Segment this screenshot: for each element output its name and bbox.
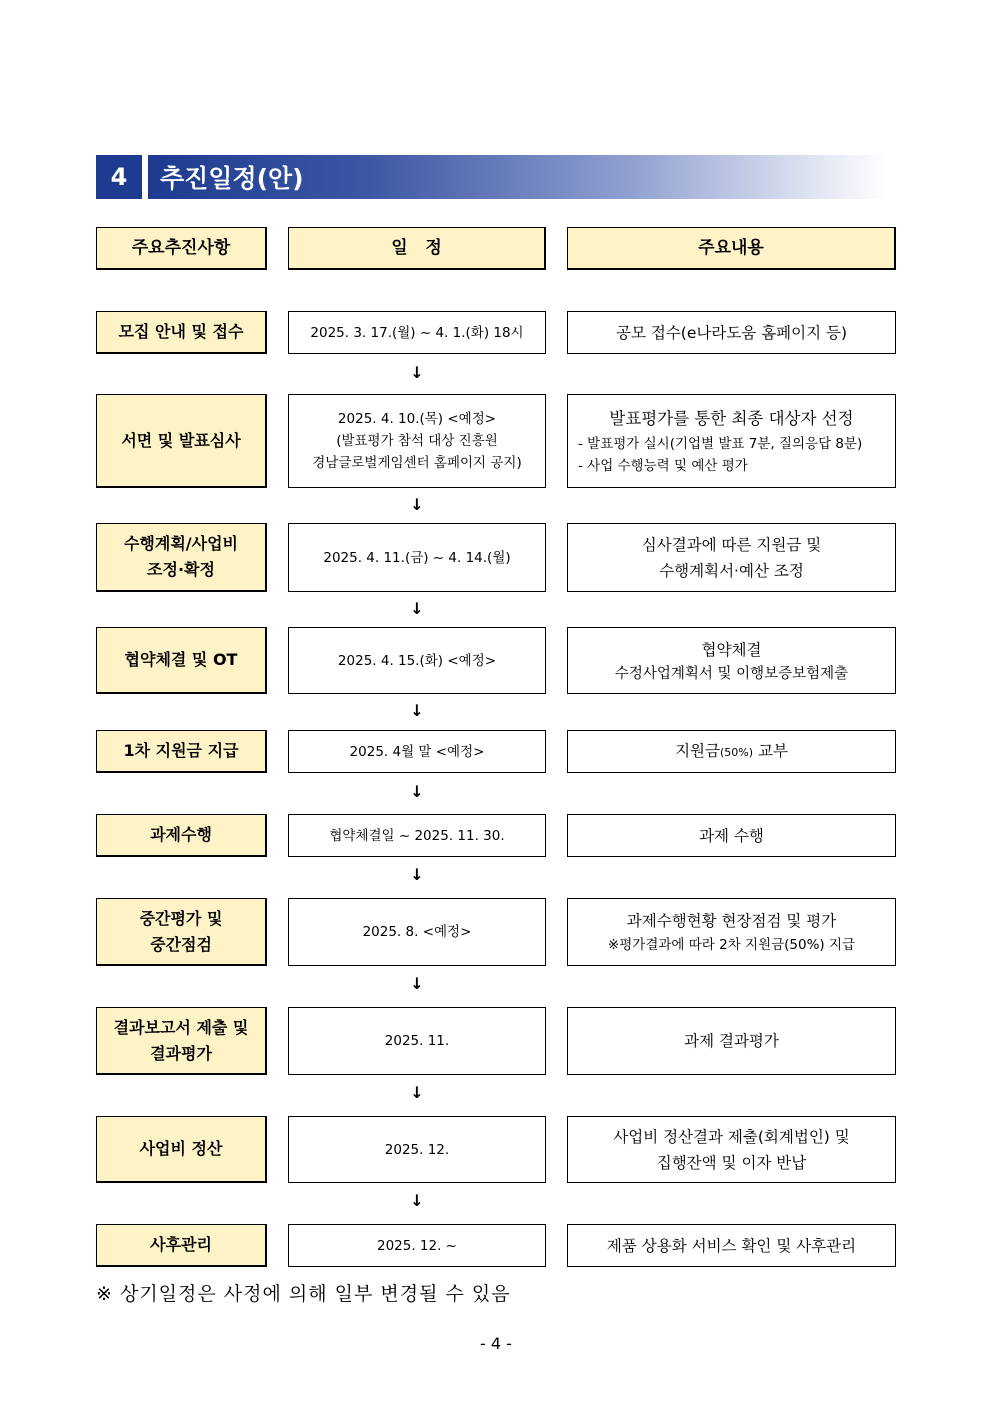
content-cell [567, 311, 896, 354]
down-arrow-icon: ↓ [410, 1190, 424, 1210]
content-percent: (50%) [720, 745, 754, 759]
content-cell [567, 394, 896, 488]
header-schedule: 일 정 [288, 227, 546, 270]
schedule-cell [288, 1007, 546, 1075]
content-cell [567, 523, 896, 592]
schedule-line: 2025. 12. ~ [376, 1237, 457, 1254]
schedule-line: 2025. 4. 10.(목) <예정> [337, 411, 497, 427]
content-bullet: - 사업 수행능력 및 예산 평가 [578, 458, 748, 474]
content-line: ※평가결과에 따라 2차 지원금(50%) 지급 [607, 937, 856, 953]
page-number: - 4 - [480, 1334, 512, 1353]
schedule-line: 2025. 4. 11.(금) ~ 4. 14.(월) [323, 549, 511, 566]
section-heading [96, 155, 886, 199]
task-cell [96, 814, 267, 857]
content-line: 수정사업계획서 및 이행보증보험제출 [614, 665, 849, 682]
schedule-line: 2025. 4. 15.(화) <예정> [337, 652, 497, 669]
content-line: 사업비 정산결과 제출(회계법인) 및 [613, 1127, 850, 1146]
schedule-line: 2025. 11. [384, 1033, 450, 1049]
content-line: 공모 접수(e나라도움 홈페이지 등) [615, 323, 848, 342]
task-line: 협약체결 및 OT [124, 650, 238, 669]
task-cell [96, 1224, 267, 1267]
content-cell [567, 814, 896, 857]
header-main-tasks: 주요추진사항 [96, 227, 267, 270]
down-arrow-icon: ↓ [410, 700, 424, 720]
schedule-cell [288, 814, 546, 857]
schedule-cell [288, 311, 546, 354]
schedule-cell [288, 730, 546, 773]
schedule-line: 2025. 12. [384, 1141, 450, 1158]
task-line: 중간평가 및 [139, 908, 223, 928]
schedule-cell [288, 1116, 546, 1183]
task-cell [96, 311, 267, 354]
down-arrow-icon: ↓ [410, 781, 424, 801]
content-line: 과제수행현황 현장점검 및 평가 [626, 912, 837, 930]
content-line: 집행잔액 및 이자 반납 [656, 1153, 807, 1172]
down-arrow-icon: ↓ [410, 864, 424, 884]
content-line: 협약체결 [701, 640, 762, 659]
content-line: 과제 결과평가 [684, 1032, 779, 1050]
schedule-line: 경남글로벌게임센터 홈페이지 공지) [312, 455, 522, 471]
content-line: 발표평가를 통한 최종 대상자 선정 [609, 409, 854, 428]
content-cell [567, 1116, 896, 1183]
content-cell [567, 1224, 896, 1267]
task-line: 과제수행 [150, 825, 212, 844]
schedule-cell [288, 627, 546, 694]
down-arrow-icon: ↓ [410, 973, 424, 993]
schedule-note: ※ 상기일정은 사정에 의해 일부 변경될 수 있음 [96, 1283, 511, 1305]
task-line: 1차 지원금 지급 [123, 741, 239, 760]
task-cell [96, 730, 267, 773]
content-line: 과제 수행 [699, 826, 764, 845]
content-line: 제품 상용화 서비스 확인 및 사후관리 [606, 1236, 857, 1255]
task-line: 결과평가 [150, 1043, 212, 1063]
schedule-line: 2025. 4월 말 <예정> [349, 743, 485, 760]
task-line: 서면 및 발표심사 [121, 430, 241, 450]
task-line: 모집 안내 및 접수 [118, 322, 244, 341]
task-cell [96, 394, 267, 488]
section-number: 4 [96, 155, 142, 199]
task-cell [96, 1007, 267, 1075]
schedule-cell [288, 898, 546, 966]
content-bullet: - 발표평가 실시(기업별 발표 7분, 질의응답 8분) [578, 436, 863, 452]
schedule-cell [288, 1224, 546, 1267]
header-main-content: 주요내용 [567, 227, 896, 270]
task-cell [96, 898, 267, 966]
content-text: 교부 [753, 741, 788, 760]
content-cell [567, 730, 896, 773]
content-cell [567, 1007, 896, 1075]
task-cell [96, 523, 267, 592]
schedule-line: (발표평가 참석 대상 진흥원 [336, 433, 498, 449]
task-line: 중간점검 [150, 934, 212, 954]
content-line: 심사결과에 따른 지원금 및 [641, 535, 822, 554]
down-arrow-icon: ↓ [410, 362, 424, 382]
task-cell [96, 1116, 267, 1183]
schedule-cell [288, 394, 546, 488]
task-line: 사후관리 [150, 1235, 212, 1254]
schedule-line: 협약체결일 ~ 2025. 11. 30. [329, 827, 505, 844]
down-arrow-icon: ↓ [410, 598, 424, 618]
task-cell [96, 627, 267, 694]
content-cell [567, 627, 896, 694]
task-line: 수행계획/사업비 [123, 534, 239, 553]
schedule-line: 2025. 8. <예정> [362, 924, 472, 940]
task-line: 결과보고서 제출 및 [113, 1017, 249, 1037]
down-arrow-icon: ↓ [410, 1082, 424, 1102]
down-arrow-icon: ↓ [410, 494, 424, 514]
section-title: 추진일정(안) [148, 155, 886, 199]
schedule-cell [288, 523, 546, 592]
task-line: 사업비 정산 [139, 1139, 223, 1158]
content-line [675, 738, 788, 766]
task-line: 조정·확정 [147, 560, 215, 579]
content-text: 지원금 [675, 741, 720, 760]
content-cell [567, 898, 896, 966]
schedule-line: 2025. 3. 17.(월) ~ 4. 1.(화) 18시 [310, 324, 524, 341]
content-line: 수행계획서·예산 조정 [659, 561, 804, 580]
